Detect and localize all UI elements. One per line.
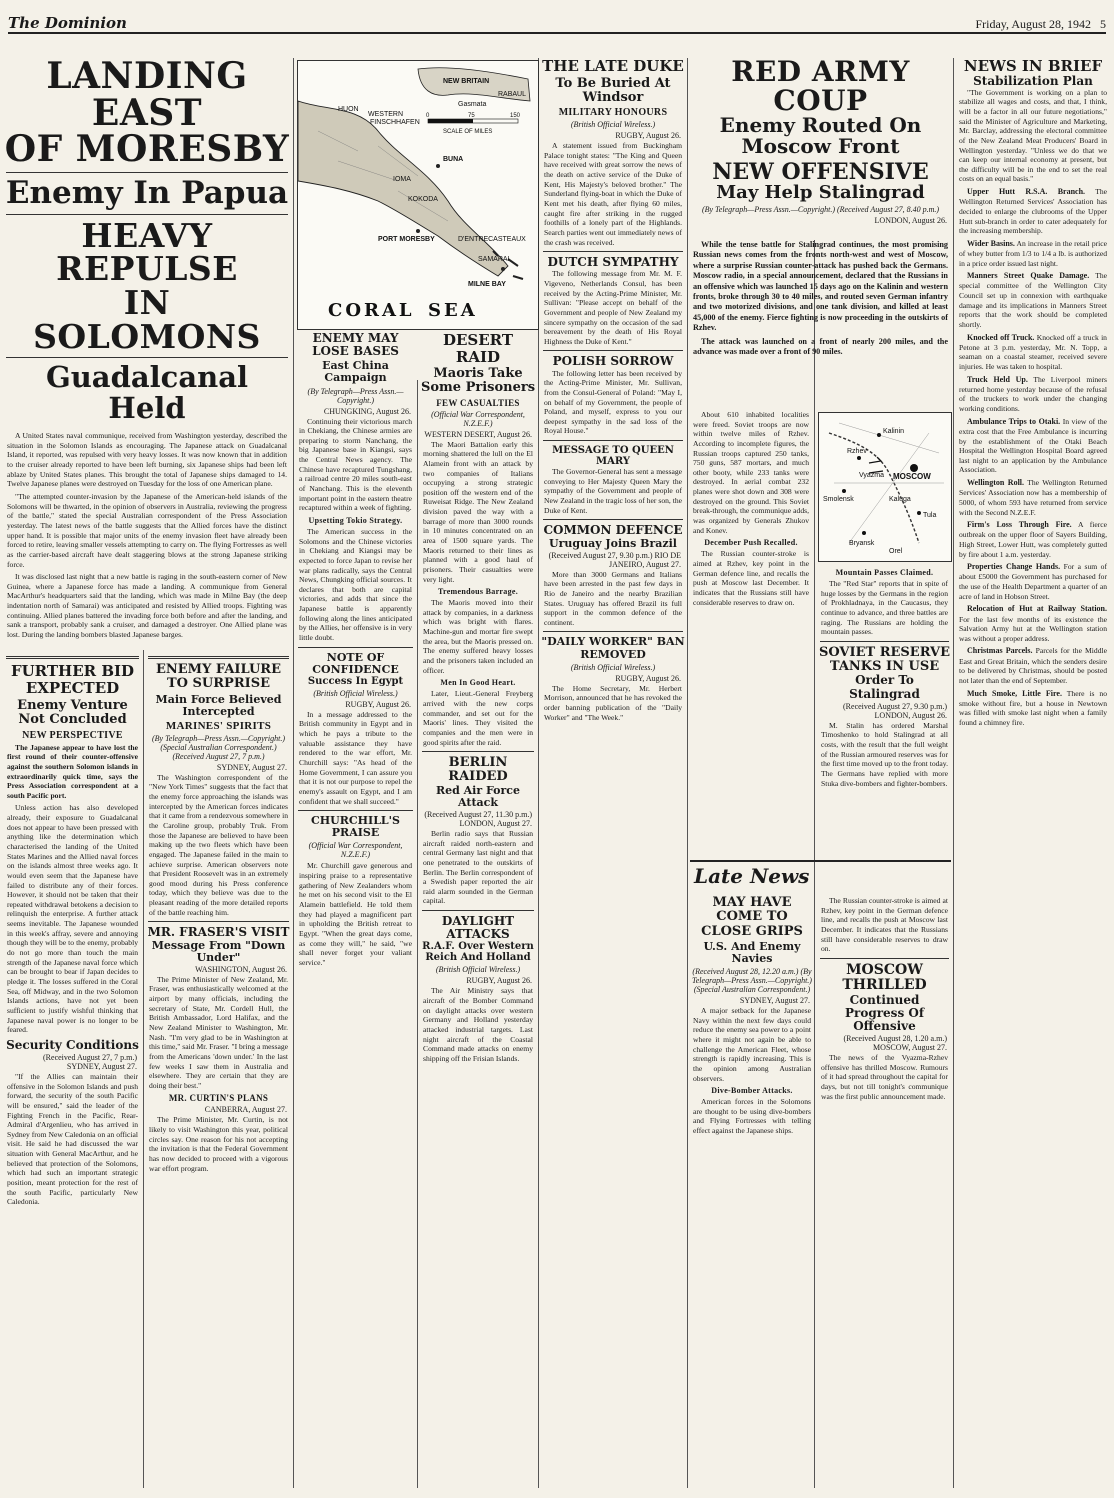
- map-label: PORT MORESBY: [378, 236, 435, 243]
- desert-raid-subhead: Maoris Take Some Prisoners: [420, 366, 536, 396]
- map-label: BUNA: [443, 156, 464, 163]
- map-sea-label: SEA: [428, 300, 478, 321]
- map-city-label: Rzhev: [847, 448, 867, 455]
- divider: [6, 656, 139, 659]
- common-defence-dateline: (Received August 27, 9.30 p.m.) RIO DE JANEIRO, August 27.: [548, 550, 681, 569]
- lead-headline-3: Enemy In Papua: [5, 175, 289, 212]
- map-label: SAMARAI: [478, 256, 510, 263]
- moscow-marker: [910, 464, 918, 472]
- enemy-failure-byline: (By Telegraph—Press Assn.—Copyright.) (Special Australian Correspondent.) (Received August 27, 7 p.m.): [151, 733, 286, 761]
- close-grips-subhead: U.S. And Enemy Navies: [703, 939, 801, 965]
- late-duke-headline: THE LATE DUKE: [542, 58, 684, 75]
- further-bid-kicker: NEW PERSPECTIVE: [22, 729, 123, 741]
- brief-item-head: Upper Hutt R.S.A. Branch.: [967, 187, 1086, 197]
- column-rule: [687, 58, 688, 1488]
- frasers-visit-body: The Prime Minister of New Zealand, Mr. Fraser, was enthusiastically welcomed at the airport by many officials, including the secretary of State, Mr. Cordell Hull, the British Ambassador, Lord Halifax, and the New Zealand Minister to Washington, Mr. Nash. "I'm very glad to be in Washington at this time," said Mr. Fraser. "I bring a message from the Americans 'down under.' In the last few weeks I saw them in Australia and elsewhere. They are certain that they are doing their best.": [149, 974, 288, 1090]
- close-grips-body: A major setback for the Japanese Navy within the next few days could reduce the enemy sea power to a point where it might not again be able to challenge the American Fleet, whose strength is rapidly increasing. This is the opinion among Australian observers.: [693, 1006, 811, 1083]
- late-duke-byline: (British Official Wireless.): [570, 120, 656, 130]
- map-city-label: Tula: [923, 512, 937, 519]
- divider: [543, 251, 683, 252]
- map-label: WESTERN: [368, 111, 403, 118]
- divider: [6, 214, 288, 215]
- brief-item: [959, 689, 1107, 728]
- brief-item-body: There is no smoke without fire, but a house in Newtown was filled with smoke last night when a family found a chimney fire.: [959, 688, 1107, 727]
- red-army-headline: RED ARMY COUP: [731, 58, 910, 117]
- soviet-reserve-subhead: Order To Stalingrad: [849, 673, 920, 701]
- map-label: HUON: [338, 106, 359, 113]
- news-brief-subtitle: Stabilization Plan: [973, 73, 1093, 88]
- brief-item-body: The Wellington Returned Services' Association now has a membership of 5000, of whom 593 have returned from service with the Second N.Z.E.F.: [959, 478, 1107, 517]
- further-bid-body: Unless action has also developed already, their exposure to Guadalcanal does not appear to have been pressed with anything like the determination which characterised the landing of the United States Marines and the Allied naval forces on the islands almost three weeks ago. It would even seem that the Japanese have failed to distribute any of their forces. However, it should not be taken that their repeated withdrawal betokens a decision to relinquish the enterprise. A further attack seems inevitable. The Japanese wounded in this week's affray, severe and annoying though they will be to the enemy, probably do not go more than touch the main strength of the Japanese naval force which can be brought to bear if Japan decides to pledge it. The losses suffered in the Coral Sea, off Midway, and in the two Solomon Islands actions, have not yet been sufficient to justify wishful thinking that Japanese naval power is no longer to be feared.: [7, 803, 138, 1035]
- late-news-label: Late News: [694, 864, 810, 888]
- red-army-story: [690, 58, 951, 238]
- map-city-label: MOSCOW: [893, 472, 931, 481]
- scale-tick: 75: [468, 113, 475, 119]
- daily-worker-body: The Home Secretary, Mr. Herbert Morrison, announced that he has revoked the order banning publication of the "Daily Worker" and "The Week.": [544, 683, 682, 722]
- map-label: Gasmata: [458, 101, 487, 108]
- divider: [148, 921, 289, 922]
- divider: [148, 656, 289, 659]
- brief-item-head: Wider Basins.: [967, 238, 1015, 248]
- map-city-label: Vyazma: [859, 472, 885, 479]
- curtin-plans-dateline: CANBERRA, August 27.: [204, 1105, 287, 1115]
- dutch-headline: DUTCH SYMPATHY: [547, 255, 679, 270]
- enemy-failure-dateline: SYDNEY, August 27.: [216, 762, 287, 772]
- column-rule: [293, 58, 294, 1488]
- barrage-head: Tremendous Barrage.: [437, 587, 519, 597]
- close-grips-byline: (Received August 28, 12.20 a.m.) (By Telegraph—Press Assn.—Copyright.) (Special Australian Correspondent.): [692, 967, 812, 995]
- close-grips-dateline: SYDNEY, August 27.: [739, 996, 810, 1006]
- kalinin-marker: [877, 433, 881, 437]
- enemy-bases-story: [296, 332, 415, 1492]
- brief-item-body: Knocked off a truck in Petone at 3 p.m. yesterday, Mr. N. Topp, a seaman on a coastal steamer, received severe injuries. He was taken to hospital.: [959, 332, 1107, 372]
- daily-worker-headline: "DAILY WORKER" BAN: [541, 635, 685, 649]
- december-push-head: December Push Recalled.: [704, 538, 798, 548]
- common-defence-headline: COMMON DEFENCE: [543, 523, 683, 538]
- dive-bomber-body: American forces in the Solomons are thought to be using dive-bombers and Flying Fortresses with telling effect against the Japanese ships.: [693, 1097, 811, 1136]
- confidence-body: In a message addressed to the British community in Egypt and in which he pays a tribute to the valuable assistance they have rendered to the war effort, Mr. Churchill says: "As head of the Home Government, I can assure you that it is not our purpose to repel the enemy's assault on Egypt, and I am confident that we shall succeed.": [299, 709, 412, 806]
- brief-item-head: Knocked off Truck.: [967, 332, 1035, 342]
- red-army-dateline: LONDON, August 26.: [874, 216, 947, 226]
- divider: [543, 519, 683, 520]
- brief-item: [959, 187, 1107, 236]
- berlin-body: Berlin radio says that Russian aircraft raided north-eastern and central Germany last night and that one penetrated to the outskirts of Berlin. The Berlin correspondent of a Swedish paper reported the air raid alarm sounded in the German capital.: [423, 828, 533, 906]
- map-label: RABAUL: [498, 91, 527, 98]
- issue-date: [975, 17, 1106, 32]
- moscow-thrilled-subhead: Continued Progress Of Offensive: [844, 992, 924, 1033]
- brief-item-body: The Wellington Returned Services' Association has decided to enlarge the clubrooms of the Upper Hutt sub-branch in order to cater adequately for the increasing membership.: [959, 187, 1107, 236]
- brief-item-head: Ambulance Trips to Otaki.: [967, 416, 1061, 426]
- enemy-bases-dateline: CHUNGKING, August 26.: [323, 406, 411, 416]
- moscow-map-graphic: [819, 413, 951, 561]
- brief-item-body: In view of the extra cost that the Free Ambulance is incurring by the establishment of the Otaki Beach Hospital the Wellington Hospital Board agreed last night to an application by the Ambulance Association.: [959, 416, 1107, 475]
- lead-headline-4: HEAVY REPULSE: [56, 215, 238, 289]
- dutch-body: The following message from Mr. M. F. Vigeveno, Netherlands Consul, has been received by the Acting-Prime Minister, Mr. Sullivan: "Please accept on behalf of the Government and people of New Zealand my sincere sympathy on the occasion of the sad bereavement by the death of His Royal Highness the Duke of Kent.": [544, 269, 682, 346]
- curtin-plans-headline: MR. CURTIN'S PLANS: [168, 1093, 269, 1104]
- confidence-headline: NOTE OF CONFIDENCE: [312, 650, 399, 676]
- brief-item-head: Truck Held Up.: [967, 374, 1028, 384]
- moresby-marker: [416, 229, 420, 233]
- queen-mary-headline: MESSAGE TO QUEEN MARY: [552, 445, 674, 468]
- map-sea-label: CORAL: [328, 300, 415, 321]
- daylight-body: The Air Ministry says that aircraft of the Bomber Command on daylight attacks over western Germany and Holland yesterday attacked industrial targets. Last night aircraft of the Coastal Command made attacks on enemy shipping off the Frisian Islands.: [423, 986, 533, 1063]
- desert-raid-headline: DESERT RAID: [442, 332, 514, 366]
- enemy-bases-headline: ENEMY MAY LOSE BASES: [312, 332, 399, 359]
- late-duke-dateline: RUGBY, August 26.: [615, 131, 681, 141]
- desert-raid-dateline: WESTERN DESERT, August 26.: [424, 429, 532, 439]
- late-duke-subhead: To Be Buried At Windsor: [555, 75, 671, 105]
- bryansk-marker: [862, 531, 866, 535]
- papua-map-graphic: [298, 61, 538, 329]
- brief-item-head: Properties Change Hands.: [967, 562, 1061, 572]
- map-label: FINSCHHAFEN: [370, 119, 420, 126]
- daily-worker-dateline: RUGBY, August 26.: [615, 673, 681, 683]
- late-news-continued: The Russian counter-stroke is aimed at Rzhev, key point in the German defence line, and recalls the push at Moscow last December. It indicates that the Russians still have considerable reserves to draw on.: [821, 896, 948, 954]
- daily-worker-byline: (British Official Wireless.): [570, 662, 656, 672]
- map-city-label: Orel: [889, 548, 903, 555]
- daylight-dateline: RUGBY, August 26.: [466, 976, 532, 986]
- divider: [543, 631, 683, 632]
- scale-tick: 0: [426, 113, 430, 119]
- brief-item: [959, 271, 1107, 329]
- desert-raid-story: [420, 332, 536, 1492]
- polish-headline: POLISH SORROW: [552, 354, 674, 369]
- news-in-brief: [956, 58, 1110, 1490]
- divider: [422, 910, 534, 911]
- enemy-failure-kicker: MARINES' SPIRITS: [165, 719, 272, 732]
- brief-item-head: Wellington Roll.: [967, 478, 1025, 488]
- soviet-reserve-dateline: (Received August 27, 9.30 p.m.) LONDON, August 26.: [843, 701, 947, 720]
- red-army-body: About 610 inhabited localities were freed. Soviet troops are now within twelve miles of Rzhev. According to incomplete figures, the Russian troops captured 250 tanks, 750 guns, 587 mortars, and much other booty, while 233 tanks were destroyed. In aerial combat 232 planes were shot down and 308 were destroyed on the ground. This Soviet break-through, the communique adds, was organized by Generals Zhukov and Konev.: [693, 410, 809, 535]
- moscow-front-map: [818, 412, 952, 562]
- dive-bomber-head: Dive-Bomber Attacks.: [711, 1086, 793, 1096]
- masthead: [8, 6, 1106, 34]
- column-rule: [417, 380, 418, 1488]
- churchill-headline: CHURCHILL'S PRAISE: [311, 814, 400, 840]
- enemy-bases-byline: (By Telegraph—Press Assn.—Copyright.): [307, 386, 404, 405]
- brief-item-head: Much Smoke, Little Fire.: [967, 688, 1062, 698]
- soviet-reserve-headline-2: TANKS IN USE: [829, 659, 940, 675]
- late-news-left: [690, 896, 814, 1139]
- enemy-bases-subhead: East China Campaign: [322, 359, 389, 385]
- brief-item: [959, 88, 1107, 184]
- moscow-thrilled-body: The news of the Vyazma-Rzhev offensive has thrilled Moscow. Rumours of it had spread throughout the capital for days, but not till tonight's communique was the first public announcement made.: [821, 1053, 948, 1101]
- scale-tick: 150: [510, 113, 521, 119]
- brief-item-head: Christmas Parcels.: [967, 646, 1033, 656]
- paper-name: The Dominion: [8, 14, 127, 32]
- divider: [422, 751, 534, 752]
- desert-raid-body: The Maori Battalion early this morning shattered the lull on the El Alamein front with an attack by two companies of Italians occupying a strong strategic position off the western end of the Ruweisat Ridge. The New Zealand division paved the way with a barrage of more than 3000 rounds in 10 minutes concentrated on an area of 1500 square yards. The Maoris returned to their lines as planned with a good haul of prisoners. Their casualties were very light.: [423, 439, 533, 584]
- brief-item-body: Parcels for the Middle East and Great Britain, which the senders desire to be delivered by Christmas, should be posted not later than the end of September.: [959, 646, 1107, 685]
- barrage-body: The Maoris moved into their attack by companies, in a darkness which was bright with flares. Machine-gun and mortar fire swept the area, but the Maoris pressed on. The enemy suffered heavy losses and the prisoners taken included an officer.: [423, 598, 533, 675]
- scale-label: SCALE OF MILES: [443, 129, 493, 135]
- map-city-label: Smolensk: [823, 496, 854, 503]
- security-headline: Security Conditions: [6, 1037, 139, 1052]
- moscow-thrilled-headline: MOSCOW THRILLED: [842, 961, 927, 994]
- buna-marker: [436, 164, 440, 168]
- mountain-passes-head: Mountain Passes Claimed.: [835, 568, 934, 577]
- moscow-thrilled-dateline: (Received August 28, 1.20 a.m.) MOSCOW, August 27.: [843, 1034, 947, 1053]
- red-army-intro: [690, 240, 951, 410]
- red-army-kicker: NEW OFFENSIVE: [712, 159, 929, 186]
- common-defence-body: More than 3000 Germans and Italians have been arrested in the past few days in Rio de Janeiro and the nearby Brazilian States. Uruguay has offered Brazil its full support in the common defence of the continent.: [544, 569, 682, 627]
- frasers-visit-dateline: WASHINGTON, August 26.: [195, 964, 287, 974]
- news-brief-title: NEWS IN BRIEF: [963, 58, 1103, 75]
- good-heart-body: Later, Lieut.-General Freyberg arrived with the new corps commander, and set out for the Maoris' lines. They visited the companies and the men were in good spirits after the raid.: [423, 689, 533, 747]
- further-bid-headline: FURTHER BID EXPECTED: [10, 662, 135, 697]
- brief-item-body: "The Government is working on a plan to stabilize all wages and costs, and that, I think, will be a factor in all our future negotiations," said the Minister of Agriculture and Marketing, Mr. Barclay, addressing the electoral committee of the New Zealand Meat Producers' Board in Wellington yesterday. "Unless we do that we can keep our internal economy at present, but the difficulty will be in the end to set the real costs on an equal basis.": [959, 87, 1107, 184]
- daily-worker-subhead: REMOVED: [580, 647, 646, 661]
- confidence-subhead: Success In Egypt: [307, 675, 404, 687]
- map-label: IOMA: [393, 176, 411, 183]
- good-heart-head: Men In Good Heart.: [440, 678, 516, 688]
- red-army-intro-text: While the tense battle for Stalingrad continues, the most promising Russian news comes from the fronts north-west and west of Moscow, where a surprise Russian counter-attack has pushed back the Germans. Moscow radio, in a special announcement, declared that the Russians in an offensive which was launched 15 days ago on the Kalinin and western fronts, broke through 30 to 40 miles, and routed seven German infantry and two motorized divisions, and one tank division, and killed at least 45,000 of the enemy. Fierce fighting is now proceeding in the outskirts of Rzhev.: [693, 240, 948, 333]
- map-city-label: Kalinin: [883, 428, 905, 435]
- red-army-subkicker: May Help Stalingrad: [716, 182, 925, 204]
- lead-paragraph: "The attempted counter-invasion by the Japanese of the American-held islands of the Solomons will be thwarted, in the opinion of observers in Australia, reviewing the progress of the battle," stated the special Australian correspondent of the Press Association yesterday. The latest news of the battle suggests that the Allied forces have the distinct upper hand. It is possible that major units of the enemy invasion fleet have already been forced to retire, leaving smaller vessels attempting to carry on. The flying Fortresses as well as the carrier-based aircraft have dealt staggering blows at the strong Japanese striking force.: [7, 492, 287, 569]
- churchill-body: Mr. Churchill gave generous and inspiring praise to a representative gathering of New Zealanders whom he met on his second visit to the El Alamein battlefield. He told them they had played a magnificent part in upholding the British retreat to Egypt. "When the great days come, as come they will," he said, "we shall never forget your valiant service.": [299, 861, 412, 967]
- mountain-passes-body: The "Red Star" reports that in spite of huge losses by the Germans in the region of Prokhladnaya, in the Caucasus, they continue to advance, and three battles are raging. The Russians are holding the mountain passes.: [821, 579, 948, 637]
- divider: [298, 647, 413, 648]
- further-bid-story: [4, 652, 141, 1490]
- map-city-label: Bryansk: [849, 540, 875, 547]
- tokio-strategy-body: The American success in the Solomons and the Chinese victories in Chekiang and Kiangsi may be expected to force Japan to revise her war plans radically, says the Central News, Chungking official sources. It declares that both are capital victories, and adds that since the Japanese battle is apparently following along the lines anticipated by the Allies, her offensive is in very little doubt.: [299, 526, 412, 643]
- frasers-visit-headline: MR. FRASER'S VISIT: [147, 925, 290, 940]
- brief-item: [959, 520, 1107, 559]
- desert-raid-byline: (Official War Correspondent, N.Z.E.F.): [431, 409, 525, 428]
- brief-item-body: For a sum of about £5000 the Government has purchased for the use of the Health Department a quarter of an acre of land in Hobson Street.: [959, 562, 1108, 601]
- frasers-visit-subhead: Message From "Down Under": [151, 938, 286, 964]
- divider: [820, 958, 949, 959]
- daylight-subhead: R.A.F. Over Western Reich And Holland: [422, 941, 534, 964]
- milne-bay-marker: [501, 267, 505, 271]
- map-label: NEW BRITAIN: [443, 78, 490, 85]
- brief-item: [959, 333, 1107, 372]
- brief-item-body: A fierce outbreak on the upper floor of Sayers Building, High Street, Lower Hutt, was completely gutted by fire about 1 a.m. yesterday.: [959, 520, 1108, 559]
- red-army-continued: [818, 566, 951, 856]
- divider: [298, 810, 413, 811]
- news-brief-list: [956, 88, 1110, 728]
- brief-item: [959, 239, 1107, 268]
- common-defence-subhead: Uruguay Joins Brazil: [549, 536, 677, 550]
- column-rule: [143, 650, 144, 1488]
- brief-item-head: Manners Street Quake Damage.: [967, 271, 1090, 281]
- curtin-plans-body: The Prime Minister, Mr. Curtin, is not likely to visit Washington this year, political circles say. One reason for his not accepting the invitation is that the Federal Government has now decided to proceed with a vigorous war effort program.: [149, 1115, 288, 1173]
- churchill-byline: (Official War Correspondent, N.Z.E.F.): [308, 841, 403, 860]
- brief-item: [959, 646, 1107, 685]
- red-army-byline: (By Telegraph—Press Assn.—Copyright.) (Received August 27, 8.40 p.m.): [701, 205, 940, 215]
- confidence-byline: (British Official Wireless.): [313, 688, 398, 698]
- brief-item-head: Relocation of Hut at Railway Station.: [967, 604, 1107, 614]
- tokio-strategy-head: Upsetting Tokio Strategy.: [308, 515, 403, 525]
- brief-item: [959, 604, 1107, 643]
- brief-item: [959, 375, 1107, 414]
- late-duke-kicker: MILITARY HONOURS: [558, 107, 668, 119]
- enemy-failure-subhead: Main Force Believed Intercepted: [155, 692, 282, 718]
- red-army-body-col: [690, 410, 812, 850]
- tula-marker: [917, 511, 921, 515]
- brief-item-body: The Liverpool miners returned home yesterday because of the refusal of the truckers to work under the changing working conditions.: [959, 374, 1107, 414]
- lead-headline-5: IN SOLOMONS: [33, 283, 261, 356]
- brief-item-body: For the last few months of its existence the Salvation Army hut at the Wellington station was without a proper address.: [959, 614, 1107, 643]
- brief-item-head: Firm's Loss Through Fire.: [967, 520, 1072, 530]
- lead-headline-6: Guadalcanal Held: [45, 360, 249, 425]
- papua-map: [297, 60, 539, 330]
- queen-mary-body: The Governor-General has sent a message conveying to Her Majesty Queen Mary the sympathy of the Government and people of New Zealand in the tragic loss of her son, the Duke of Kent.: [544, 467, 682, 515]
- lead-headline-1: LANDING EAST: [46, 58, 248, 134]
- smolensk-marker: [842, 489, 846, 493]
- divider: [6, 357, 288, 358]
- security-dateline: (Received August 27, 7 p.m.) SYDNEY, August 27.: [43, 1053, 137, 1071]
- confidence-dateline: RUGBY, August 26.: [345, 699, 411, 709]
- enemy-failure-headline: ENEMY FAILURE TO SURPRISE: [155, 662, 281, 692]
- desert-raid-kicker: FEW CASUALTIES: [436, 397, 520, 408]
- daylight-byline: (British Official Wireless.): [435, 965, 521, 975]
- brief-item: [959, 562, 1107, 601]
- brief-item: [959, 417, 1107, 475]
- late-news-section: [690, 860, 951, 1492]
- scale-bar-fill: [428, 119, 473, 123]
- date-text: Friday, August 28, 1942: [975, 17, 1091, 31]
- security-body: "If the Allies can maintain their offensive in the Solomon Islands and push forward, the security of the south Pacific will be ensured," said the leader of the Fighting French in the Pacific, Rear-Admiral d'Argenlieu, who has arrived in Sydney from New Caledonia on an official visit. He said he had discussed the war situation with General MacArthur, and he believed that protection of the Solomons, which had such an important strategic position, meant protection for the rest of the south Pacific, particularly New Caledonia.: [7, 1072, 138, 1207]
- enemy-bases-body: Continuing their victorious march in Chekiang, the Chinese armies are preparing to storm Nanchang, the big Japanese base in Kiangsi, says the Central News agency. The Chinese have recaptured Tungshang, a railroad centre 20 miles south-east of Nanchang. This is the eleventh important point in the eastern theatre recaptured within a week of fighting.: [299, 416, 412, 513]
- further-bid-intro: The Japanese appear to have lost the first round of their counter-offensive against the southern Solomon islands in extraordinarily quick time, says the Press Association correspondent at a south Pacific port.: [7, 742, 138, 800]
- late-duke-body: A statement issued from Buckingham Palace tonight states: "The King and Queen have received with great sorrow the news of the death on active service of the Duke of Kent, His Majesty's beloved brother." The Sunderland flying-boat in which the Duke of Kent met his death, after flying 60 miles, caught fire after striking in the rugged foothills of a lonely part of the Highlands. Search parties went out immediately news of the crash was received.: [544, 141, 682, 247]
- map-label: MILNE BAY: [468, 281, 506, 288]
- close-grips-headline: MAY HAVE COME TO CLOSE GRIPS: [701, 895, 803, 939]
- soviet-reserve-body: M. Stalin has ordered Marshal Timoshenko to hold Stalingrad at all costs, with the result that the full weight of the Russian armoured reserves was for the first time moved up to the front today. The Germans have replied with more Stuka dive-bombers and fighter-bombers.: [821, 720, 948, 788]
- lead-headline-2: OF MORESBY: [4, 128, 290, 171]
- divider: [543, 350, 683, 351]
- berlin-subhead: Red Air Force Attack: [435, 783, 521, 809]
- brief-item: [959, 478, 1107, 517]
- lead-paragraph: It was disclosed last night that a new battle is raging in the south-eastern corner of New Guinea, where a Japanese force has made a landing. A communique from General MacArthur's headquarters said that the landing, which was made in Milne Bay (the deep indentation north of Samarai) was anticipated and resisted by Allied troops. Fighting was continuing. Allied planes battered the invading force both before and after the landing, and sank a transport, probably sank a cruiser, and damaged a destroyer. One Allied plane was lost. During the landing bombers blasted Japanese barges.: [7, 572, 287, 640]
- polish-body: The following letter has been received by the Acting-Prime Minister, Mr. Sullivan, from the Consul-General of Poland: "May I, on behalf of my Government, the people of Poland, and myself, express to you our deepest sympathy in the sad loss of the Royal House.": [544, 368, 682, 436]
- red-army-subhead: Enemy Routed On Moscow Front: [719, 113, 922, 159]
- map-label: D'ENTRECASTEAUX: [458, 236, 526, 243]
- red-army-intro-text-2: The attack was launched on a front of nearly 200 miles, and the advance was made over a front of 90 miles.: [693, 336, 948, 357]
- berlin-dateline: (Received August 27, 11.30 p.m.) LONDON, August 27.: [424, 809, 532, 828]
- divider: [820, 641, 949, 642]
- map-label: KOKODA: [408, 196, 438, 203]
- page-number: 5: [1100, 17, 1106, 31]
- further-bid-subhead: Enemy Venture Not Concluded: [17, 698, 128, 728]
- rzhev-marker: [857, 456, 861, 460]
- berlin-headline: BERLIN RAIDED: [448, 755, 508, 785]
- brief-item-body: An increase in the retail price of whey butter from 1/3 to 1/4 a lb. is authorized in a price order issued last night.: [959, 238, 1107, 268]
- divider: [543, 440, 683, 441]
- enemy-failure-body: The Washington correspondent of the "New York Times" suggests that the fact that the enemy force approaching the islands was intercepted by the American forces indicates that it came from a rendezvous somewhere in the Caroline group, probably Truk. From those the Japanese are believed to have been making up the two fleets which have been engaged. The Japanese failed in the main to achieve surprise. American observers note that President Roosevelt was in an extremely good mood during his Press conference today, which they believe was due to the pleasant reading of the more detailed reports of the battle reaching him.: [149, 772, 288, 917]
- map-city-label: Kaluga: [889, 496, 911, 503]
- divider: [6, 172, 288, 173]
- column-rule: [953, 58, 954, 1488]
- december-push-body: The Russian counter-stroke is aimed at Rzhev, key point in the German defence line, and recalls the push at Moscow last December. It indicates that the Russians still have considerable reserves to draw on.: [693, 549, 809, 607]
- lead-story: [4, 58, 290, 648]
- daylight-headline: DAYLIGHT ATTACKS: [441, 914, 515, 942]
- brief-item-body: The special committee of the Wellington City Council set up in connexion with earthquake damage and its implications in Manners Street reports that the work should be completed shortly.: [959, 271, 1107, 329]
- late-news-right: [818, 896, 951, 1104]
- soviet-reserve-headline: SOVIET RESERVE: [818, 644, 951, 660]
- lead-paragraph: A United States naval communique, received from Washington yesterday, described the situation in the Solomon Islands as encouraging. The Japanese attack on Guadalcanal Island, it reported, was repulsed with very heavy losses. It was now known that in addition to the cruiser already reported to have been left burning, six Japanese ships had been left ablaze by United States planes. This brought the total of Japanese ships damaged to 14. Twelve Japanese planes were destroyed on Tuesday for the loss of one American plane.: [7, 431, 287, 489]
- enemy-failure-story: [146, 652, 291, 1490]
- late-duke-story: [541, 58, 685, 1490]
